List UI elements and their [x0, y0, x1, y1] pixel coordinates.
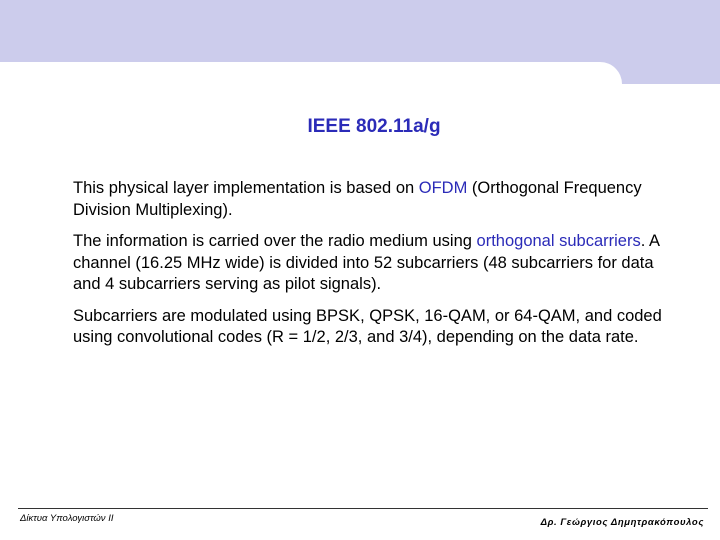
slide-body — [73, 178, 663, 359]
footer-divider — [18, 508, 708, 509]
footer-course-name: Δίκτυα Υπολογιστών ΙΙ — [20, 513, 114, 524]
paragraph-ofdm — [73, 178, 663, 221]
paragraph-subcarriers-text-2: . A channel (16.25 MHz wide) is divided into 52 subcarriers (48 subcarriers for data and 4 subcarriers serving as pilot signals). — [73, 232, 660, 293]
ofdm-term: OFDM — [418, 179, 468, 197]
header-corner — [0, 62, 622, 102]
orthogonal-subcarriers-term: orthogonal subcarriers — [476, 232, 641, 250]
paragraph-modulation: Subcarriers are modulated using BPSK, QPSK, 16-QAM, or 64-QAM, and coded using convolutional codes (R = 1/2, 2/3, and 3/4), depending on the data rate. — [73, 306, 662, 346]
paragraph-subcarriers — [73, 231, 663, 296]
footer-author: Δρ. Γεώργιος Δημητρακόπουλος — [540, 517, 704, 528]
paragraph-ofdm-text-1: This physical layer implementation is based on — [73, 179, 419, 197]
slide-title: IEEE 802.11a/g — [307, 116, 441, 137]
paragraph-ofdm-text-2: (Orthogonal Frequency Division Multiplexing). — [73, 179, 642, 219]
paragraph-subcarriers-text-1: The information is carried over the radio medium using — [73, 232, 477, 250]
